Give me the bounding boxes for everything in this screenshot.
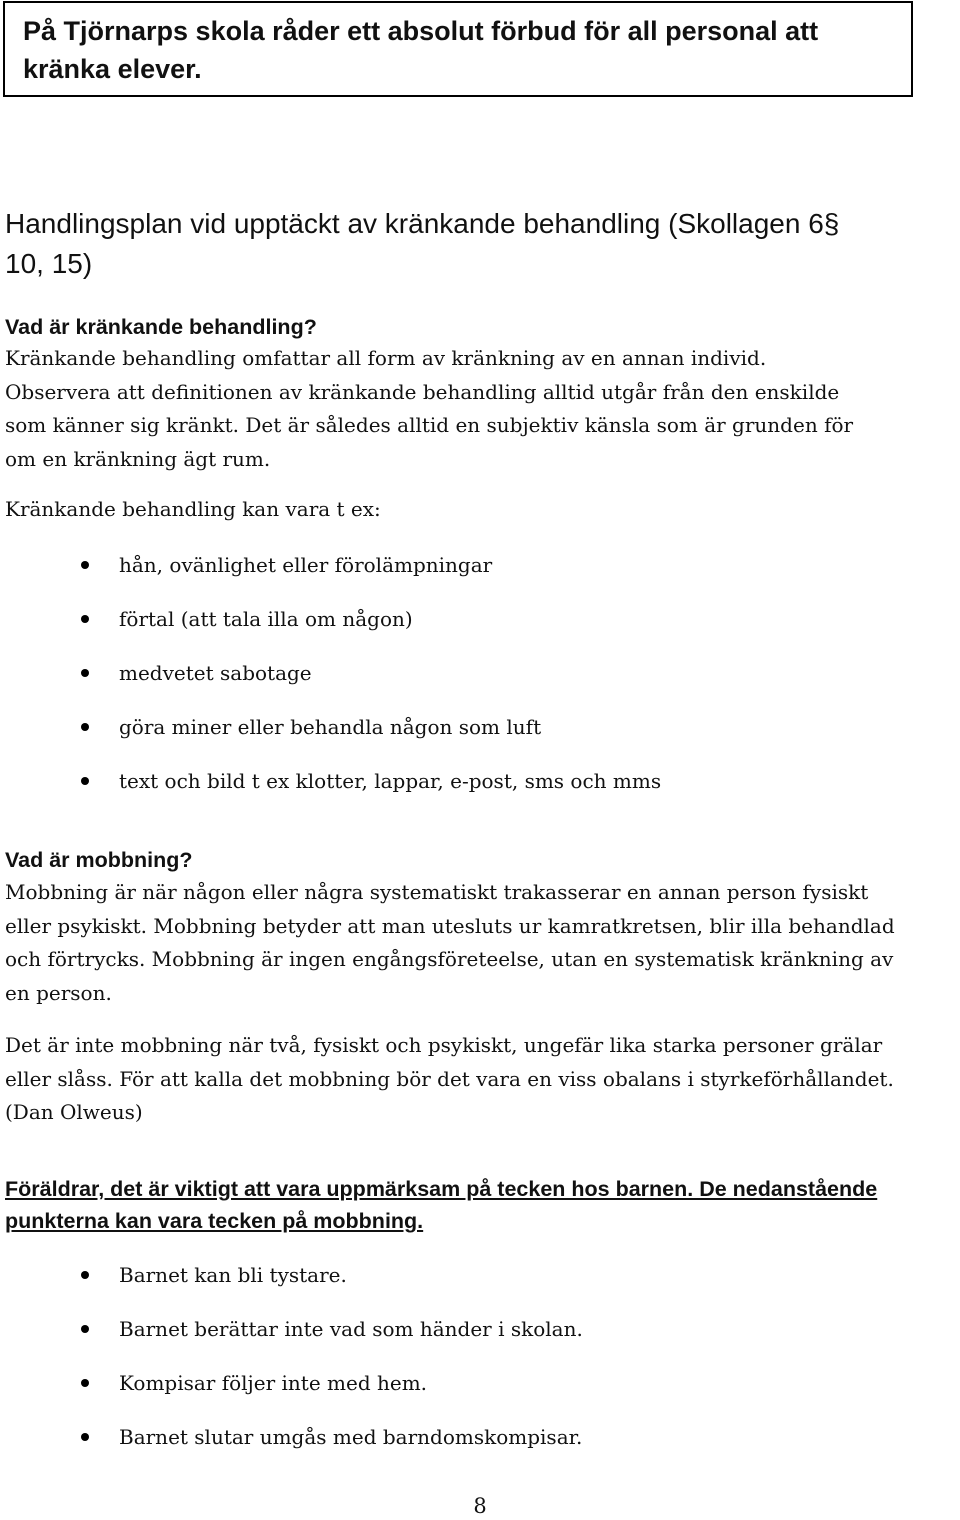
list-item-text: Barnet berättar inte vad som händer i skolan.	[119, 1317, 583, 1341]
list-item	[0, 1263, 960, 1317]
krankande-paragraph	[5, 342, 960, 476]
paragraph-line: Observera att definitionen av kränkande behandling alltid utgår från den enskilde	[5, 379, 840, 404]
foraldrar-heading-line: Föräldrar, det är viktigt att vara uppmärksam på tecken hos barnen. De nedanstående	[5, 1177, 878, 1201]
mobbning-paragraph-2	[5, 1029, 960, 1130]
list-item	[0, 1317, 960, 1371]
paragraph-line: om en kränkning ägt rum.	[5, 446, 271, 471]
krankande-list	[0, 553, 960, 823]
list-item-text: hån, ovänlighet eller förolämpningar	[119, 553, 493, 577]
notice-text	[23, 12, 893, 88]
bullet-icon	[81, 1271, 89, 1279]
list-item-text: medvetet sabotage	[119, 661, 312, 685]
bullet-icon	[81, 669, 89, 677]
list-item	[0, 607, 960, 661]
foraldrar-heading	[5, 1173, 877, 1237]
list-item-text: Barnet slutar umgås med barndomskompisar.	[119, 1425, 583, 1449]
paragraph-line: eller psykiskt. Mobbning betyder att man utesluts ur kamratkretsen, blir illa behandlad	[5, 913, 895, 938]
notice-line: På Tjörnarps skola råder ett absolut förbud för all personal att	[23, 16, 819, 46]
paragraph-line: eller slåss. För att kalla det mobbning bör det vara en viss obalans i styrkeförhållandet.	[5, 1066, 894, 1091]
paragraph-line: en person.	[5, 980, 112, 1005]
section-title	[5, 204, 955, 284]
list-item-text: Kompisar följer inte med hem.	[119, 1371, 428, 1395]
bullet-icon	[81, 1325, 89, 1333]
bullet-icon	[81, 561, 89, 569]
paragraph-line: som känner sig kränkt. Det är således alltid en subjektiv känsla som är grunden för	[5, 413, 854, 437]
bullet-icon	[81, 777, 89, 785]
paragraph-line: (Dan Olweus)	[5, 1100, 143, 1124]
krankande-list-intro: Kränkande behandling kan vara t ex:	[5, 497, 381, 521]
list-item	[0, 553, 960, 607]
bullet-icon	[81, 1379, 89, 1387]
paragraph-line: och förtrycks. Mobbning är ingen engångsföreteelse, utan en systematisk kränkning av	[5, 947, 894, 971]
mobbning-heading: Vad är mobbning?	[5, 848, 193, 872]
foraldrar-heading-line: punkterna kan vara tecken på mobbning.	[5, 1209, 424, 1233]
list-item	[0, 1425, 960, 1479]
list-item-text: Barnet kan bli tystare.	[119, 1263, 347, 1287]
paragraph-line: Det är inte mobbning när två, fysiskt och psykiskt, ungefär lika starka personer grälar	[5, 1033, 883, 1057]
paragraph-line: Mobbning är när någon eller några systematiskt trakasserar en annan person fysiskt	[5, 880, 869, 904]
list-item-text: text och bild t ex klotter, lappar, e-post, sms och mms	[119, 769, 662, 793]
list-item-text: göra miner eller behandla någon som luft	[119, 715, 542, 739]
krankande-heading: Vad är kränkande behandling?	[5, 315, 317, 339]
bullet-icon	[81, 1433, 89, 1441]
list-item	[0, 661, 960, 715]
list-item	[0, 769, 960, 823]
list-item	[0, 715, 960, 769]
mobbning-paragraph-1	[5, 876, 960, 1010]
list-item-text: förtal (att tala illa om någon)	[119, 607, 413, 631]
foraldrar-list	[0, 1263, 960, 1479]
bullet-icon	[81, 615, 89, 623]
page-number: 8	[473, 1494, 487, 1518]
list-item	[0, 1371, 960, 1425]
bullet-icon	[81, 723, 89, 731]
section-title-line: Handlingsplan vid upptäckt av kränkande behandling (Skollagen 6§	[5, 208, 840, 239]
notice-line: kränka elever.	[23, 54, 202, 84]
notice-box	[3, 1, 913, 97]
section-title-line: 10, 15)	[5, 248, 93, 279]
paragraph-line: Kränkande behandling omfattar all form av kränkning av en annan individ.	[5, 346, 767, 370]
